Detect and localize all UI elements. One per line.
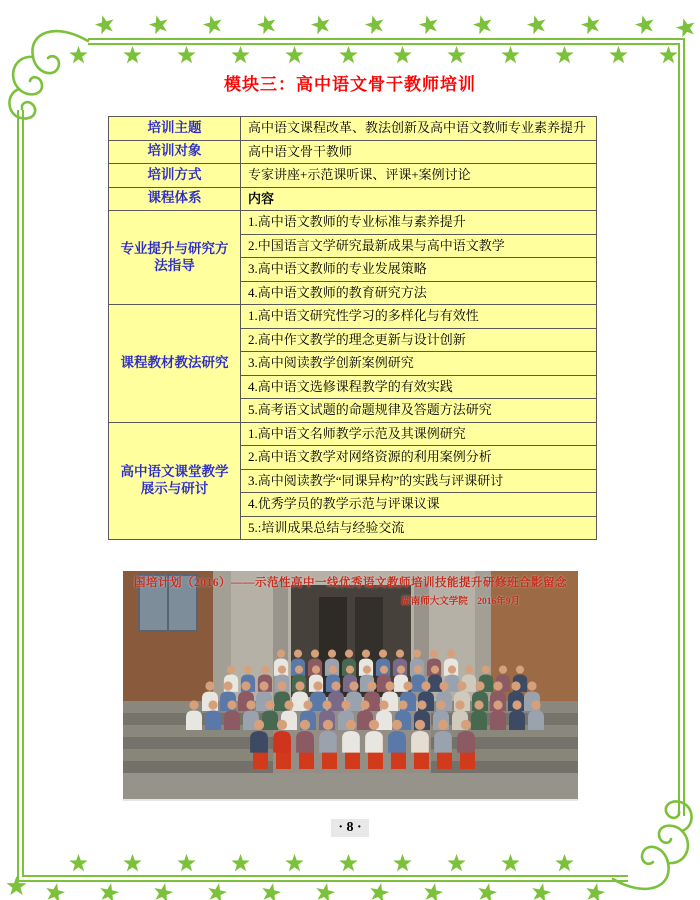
table-row: [109, 422, 597, 446]
page-number-value: · 8 ·: [331, 819, 368, 837]
course-item: 2.高中语文教学对网络资源的利用案例分析: [241, 446, 597, 470]
row-value: 高中语文骨干教师: [241, 140, 597, 164]
border-stars-top: [69, 13, 697, 64]
table-row: [109, 164, 597, 188]
page-number: [0, 818, 700, 837]
course-item: 1.高中语文名师教学示范及其课例研究: [241, 422, 597, 446]
course-item: 5.高考语文试题的命题规律及答题方法研究: [241, 399, 597, 423]
table-row: [109, 305, 597, 329]
course-item: 2.高中作文教学的理念更新与设计创新: [241, 328, 597, 352]
course-item: 3.高中阅读教学创新案例研究: [241, 352, 597, 376]
row-value: 高中语文课程改革、教法创新及高中语文教师专业素养提升: [241, 117, 597, 141]
table-row: [109, 211, 597, 235]
photo-caption-subtitle: 湖南师大文学院 2016年9月: [401, 597, 520, 607]
course-item: 3.高中语文教师的专业发展策略: [241, 258, 597, 282]
course-item: 4.高中语文选修课程教学的有效实践: [241, 375, 597, 399]
border-stars-bottom: [6, 854, 606, 900]
row-label: 培训主题: [109, 117, 241, 141]
section-label: 高中语文课堂教学展示与研讨: [109, 422, 241, 540]
course-item: 4.高中语文教师的教育研究方法: [241, 281, 597, 305]
stairs-right: [431, 701, 578, 773]
section-label: 专业提升与研究方法指导: [109, 211, 241, 305]
table-row: [109, 140, 597, 164]
content-header: 内容: [241, 187, 597, 211]
section-label: 课程教材教法研究: [109, 305, 241, 423]
group-photo: [123, 571, 578, 799]
row-label: 培训对象: [109, 140, 241, 164]
course-item: 3.高中阅读教学“同课异构”的实践与评课研讨: [241, 469, 597, 493]
training-plan-table: [108, 116, 597, 540]
course-item: 1.高中语文研究性学习的多样化与有效性: [241, 305, 597, 329]
course-item: 4.优秀学员的教学示范与评课议课: [241, 493, 597, 517]
page-title: 模块三：高中语文骨干教师培训: [224, 75, 476, 94]
photo-caption-title: 国培计划（2016）——示范性高中一线优秀语文教师培训技能提升研修班合影留念: [134, 577, 567, 589]
table-row: [109, 187, 597, 211]
corner-flourish-bottom-right: [613, 801, 692, 888]
row-label: 培训方式: [109, 164, 241, 188]
row-value: 专家讲座+示范课听课、评课+案例讨论: [241, 164, 597, 188]
table-row: [109, 117, 597, 141]
course-item: 1.高中语文教师的专业标准与素养提升: [241, 211, 597, 235]
course-item: 2.中国语言文学研究最新成果与高中语文教学: [241, 234, 597, 258]
course-item: 5.:培训成果总结与经验交流: [241, 516, 597, 540]
row-label: 课程体系: [109, 187, 241, 211]
